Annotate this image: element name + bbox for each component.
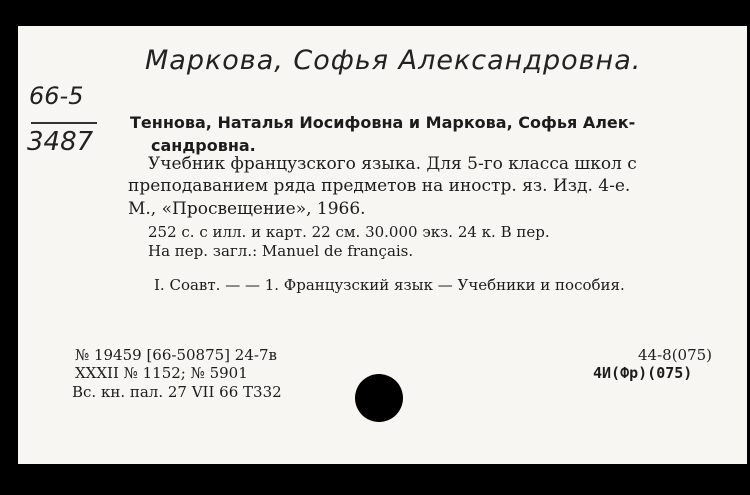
footer-line-1: № 19459 [66-50875] 24-7в <box>75 346 277 364</box>
footer-line-2: XXXII № 1152; № 5901 <box>75 364 248 382</box>
handwritten-shelf-mark-top: 66-5 <box>29 82 84 110</box>
scan-border-left <box>0 0 18 495</box>
title-line-1: Учебник французского языка. Для 5-го класса школ с <box>148 154 637 174</box>
scan-border-bottom <box>0 464 750 495</box>
catalog-card <box>18 26 747 464</box>
title-line-3: М., «Просвещение», 1966. <box>128 199 366 219</box>
entry-heading-line2: сандровна. <box>151 136 256 155</box>
handwritten-author-name: Маркова, Софья Александровна. <box>145 45 642 76</box>
title-line-2: преподаванием ряда предметов на иностр. яз. Изд. 4-е. <box>128 176 631 196</box>
footer-line-3: Вс. кн. пал. 27 VII 66 Т332 <box>72 383 282 401</box>
shelf-mark-divider <box>31 122 97 124</box>
classification-code-2: 4И(Фр)(075) <box>593 364 693 382</box>
physical-description-2: На пер. загл.: Manuel de français. <box>148 242 414 260</box>
punch-hole <box>355 374 403 422</box>
subject-tracings: I. Соавт. — — 1. Французский язык — Учебники и пособия. <box>154 276 625 294</box>
entry-heading-line1: Теннова, Наталья Иосифовна и Маркова, Софья Алек- <box>130 113 636 132</box>
scan-border-top <box>0 0 750 26</box>
handwritten-shelf-mark-bottom: 3487 <box>27 127 94 157</box>
physical-description-1: 252 с. с илл. и карт. 22 см. 30.000 экз. 24 к. В пер. <box>148 223 550 241</box>
classification-code-1: 44-8(075) <box>638 346 713 364</box>
